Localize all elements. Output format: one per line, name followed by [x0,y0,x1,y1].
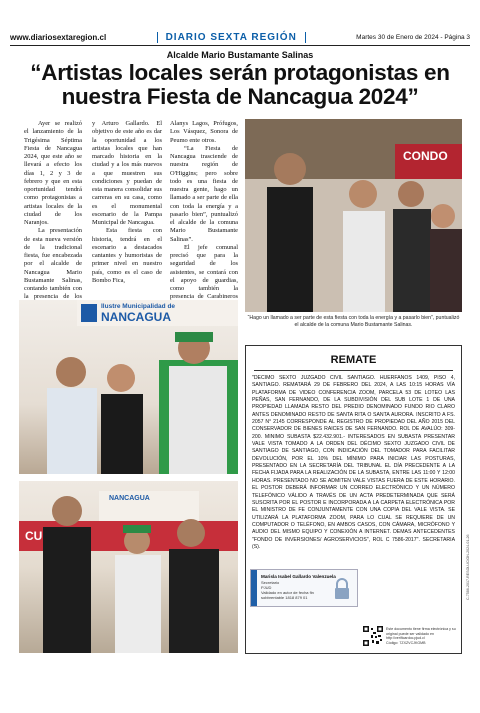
photo-group2-illustration [19,481,238,653]
paper-name: DIARIO SEXTA REGIÓN [157,32,306,43]
remate-body: "DECIMO SEXTO JUZGADO CIVIL SANTIAGO. HUERFANOS 1409, PISO 4, SANTIAGO. REMATARÁ 29 DE FEBRERO DEL 2024, A LAS 10:15 HORAS VÍA PLATAFORMA DE VIDEO CONFERENCIA ZOOM, PARCELA 53 DE LOTEO LAS PEÑAS, SAN FERNANDO, DE LA SUBDIVISIÓN DEL SUB LOTE 1 DE UNA PROPIEDAD LLAMADA RESTO DEL PREDIO DENOMINADO FUNDO RIO CLARO ANTES DENOMINADO RESTO DE SANTA RITA O SANTA AURORA. INSCRITO A FS. 2057 N° 2145 CORRESPONDE AL REGISTRO DE PROPIEDAD DEL AÑO 2015 DEL CONSERVADOR DE BIENES RAICES DE SAN FERNANDO. ROL DE AVALÚO: 309-200. MINIMO SUBASTA $22.432.901.- INTERESADOS EN SUBASTA PRESENTAR VALE VISTA TOMADO A LA ORDEN DEL DÉCIMO SEXTO JUZGADO CIVIL DE SANTIAGO DE SANTIAGO, CON INDICACIÓN DEL TOMADOR PARA FACILITAR DEVOLUCIÓN, POR EL 10% DEL MÍNIMO PARA INICIAR LAS POSTURAS, PRESENTADO EN LA SECRETARÍA DEL TRIBUNAL EL DÍA PRECEDENTE A LA FECHA FIJADA PARA LA REALIZACIÓN DE LA SUBASTA, ENTRE LAS 11:00 Y 12:00 HORAS. PRESENTADO NO SE ADMITEN VALE VISTAS FUERA DE ESTE HORARIO. EL POSTOR DEBERÁ INFORMAR UN CORREO ELECTRÓNICO Y UN NÚMERO TELEFÓNICO VÁLIDO A TRAVÉS DE UN ACTA PREDETERMINADA QUE SERÁ SUSCRITA POR EL POSTOR E INCORPORADA A LA CARPETA ELECTRÓNICA POR EL MINISTRO DE FE CONJUNTAMENTE CON UNA COPIA DEL VALE VISTA. SE UTILIZARÁ LA PLATAFORMA ZOOM, PARA LO CUAL SE REQUIERE DE UN COMPUTADOR O TELÉFONO, EN AMBOS CASOS, CON CÁMARA, MICRÓFONO Y AUDIO DEL MISMO EQUIPO Y CONEXIÓN A INTERNET. DEMAS ANTECEDENTES "FONDO DE INVERSIONES/ AGROSERVICIOS", ROL C 7586-2017". SECRETARIA (S). [252,375,455,550]
signer-role [261,580,325,600]
photo-mayor-group [19,481,238,653]
banner-partial-1: CU [25,529,43,543]
paragraph: El jefe comunal precisó que para la seguridad de los asistentes, se contará con el apoyo de guardias, como también la presencia de Carabineros [170,243,238,301]
paragraph: y Arturo Gallardo. El objetivo de este año es dar la oportunidad a los artistas locales que han marcado historia en la ciudad y a los más nuevos a que muestren sus condiciones y puedan de esta manera consolidar sus carreras en su casa, como es el monumental escenario de la Pampa Municipal de Nancagua. [92,120,162,226]
page-header [10,30,470,44]
article-kicker: Alcalde Mario Bustamante Salinas [166,50,314,60]
verify-code: Código: 7ZXZVCJKGMB [386,640,426,645]
remate-rule [254,370,453,371]
header-rule [10,45,470,46]
photo-mayor-artists [245,119,462,312]
photo-municipal-banner [19,300,238,474]
electronic-signature [250,569,358,607]
article-column-3 [170,120,238,310]
paragraph: Alanys Lagos, Prófugos, Los Vásquez, Sonora de Peumo ente otros. [170,120,238,144]
paragraph: Esta fiesta con historia, tendrá en el escenario a destacados cantantes y humoristas de primer nivel en nuestro país, como es el caso de Bombo Fica, [92,227,162,284]
paragraph: La presentación de esta nueva versión de la tradicional fiesta, fue encabezada por el alcalde de Nancagua Mario Bustamante Salinas, contando también con la presencia de los [24,227,82,301]
banner-text: Ilustre Municipalidad de [101,303,176,310]
signer-court: PJUD [261,585,272,590]
article-headline: “Artistas locales serán protagonistas en nuestra Fiesta de Nancagua 2024” [30,60,450,109]
banner-city: NANCAGUA [101,310,171,324]
paragraph: Ayer se realizó el lanzamiento de la Trigésima Séptima Fiesta de Nancagua 2024, que este año se llevará a efecto los días 1, 2 y 3 de febrero y que en esta oportunidad tendrá como protagonistas a artistas locales de la ciudad de los Naranjos. [24,120,82,226]
paragraph: “La Fiesta de Nancagua trasciende de nuestra región de O'Higgins; pero sobre todo es una fiesta de nuestra gente, hago un llamado a ser parte de ella con toda la energía y a pasarlo bien”, puntualizó el alcalde de la comuna Mario Bustamante Salinas”. [170,144,238,243]
remate-title: REMATE [330,354,377,366]
signer-note: Validado en autor de fecha fin sobbrentable 1818 879 01 [261,590,314,600]
remate-notice [245,345,462,654]
banner-partial-2: CONDO [403,149,448,163]
date-page: Martes 30 de Enero de 2024 - Página 3 [356,33,470,41]
banner-city-2: NANCAGUA [109,495,150,502]
verify-text: Este documento tiene firma electrónica y su original puede ser validado en http://verificardoc.pjud.cl [386,627,456,641]
signer-name: Marisla Isabel Gallardo Valenzuela [261,574,336,579]
photo-caption: “Hago un llamado a ser parte de esta fiesta con toda la energía y a pasarlo bien”, puntualizó el alcalde de la comuna Mario Bustamante Salinas. [247,315,460,328]
photo-people-illustration [245,119,462,312]
lock-icon [333,578,351,600]
site-url[interactable]: www.diariosextaregion.cl [10,32,107,42]
signature-bar [251,570,257,606]
side-code: C-7586-2017-RESOLUCION-2024-01-26 [466,534,470,600]
verify-block [386,627,456,645]
photo-group-illustration [19,300,238,474]
article-column-1 [24,120,82,326]
article-column-2 [92,120,162,285]
signer-role-text: Secretario [261,580,280,585]
qr-code-icon [363,626,383,646]
